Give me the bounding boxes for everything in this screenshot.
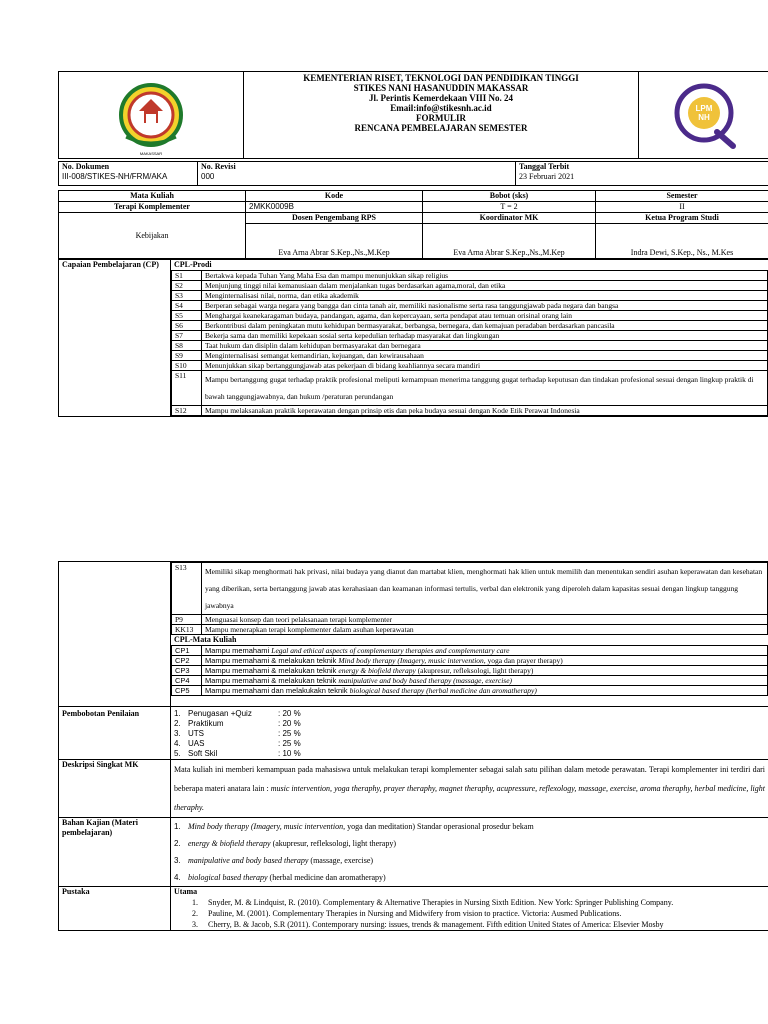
cpmk-text-em: energy & biofield therapy	[338, 666, 416, 675]
cpl-row	[172, 625, 768, 635]
pustaka-no: 1.	[192, 898, 198, 907]
bahan-no: 3.	[174, 856, 181, 865]
header-bobot: Bobot (sks)	[423, 191, 596, 202]
penilaian-name: UTS	[188, 729, 204, 738]
cpl-text: Menginternalisasi nilai, norma, dan etika akademik	[202, 291, 768, 301]
page-2-table	[58, 561, 768, 931]
cpl-prodi-continued	[171, 562, 768, 635]
cpl-code: S2	[172, 281, 202, 291]
deskripsi-text-1: Mata kuliah ini memberi kemampuan pada mahasiswa untuk melakukan terapi komplementer sebagai salah satu pilihan dalam metode perawatan.	[174, 765, 647, 774]
penilaian-item	[174, 739, 765, 749]
penilaian-value: : 10 %	[278, 749, 301, 758]
cpl-prodi-label: CPL-Prodi	[174, 260, 212, 269]
cpmk-text	[202, 646, 768, 656]
penilaian-name: Penugasan +Quiz	[188, 709, 252, 718]
penilaian-item	[174, 709, 765, 719]
bahan-em: Mind body therapy (Imagery, music intervention	[188, 822, 344, 831]
cpmk-row	[172, 676, 768, 686]
lpm-badge-icon	[669, 80, 739, 150]
deskripsi-topics: music intervention, yoga theraphy, prayer theraphy, magnet theraphy, acupressure, reflexology, massage, exercise, aroma theraphy, herbal medicine, light theraphy.	[174, 784, 766, 812]
tanggal-terbit-label: Tanggal Terbit	[519, 162, 570, 171]
penilaian-list	[174, 709, 765, 759]
badge-line-2: NH	[697, 113, 710, 122]
cpmk-text-pre: Mampu memahami & melakukan teknik	[205, 656, 339, 665]
cpmk-text-post: , yoga dan prayer therapy)	[483, 656, 563, 665]
bahan-item	[174, 869, 765, 886]
dosen-name: Eva Arna Abrar S.Kep.,Ns.,M.Kep	[246, 224, 423, 259]
cpmk-text-em: manipulative and body based therapy (massage, exercise)	[338, 676, 513, 685]
cpmk-table	[171, 645, 768, 696]
cpmk-code: CP1	[172, 646, 202, 656]
pustaka-list	[174, 897, 765, 930]
header-line: STIKES NANI HASANUDDIN MAKASSAR	[353, 83, 529, 93]
pustaka-label: Pustaka	[59, 887, 171, 931]
bahan-em: biological based therapy	[188, 873, 268, 882]
cpl-row	[172, 291, 768, 301]
cpl-code: S12	[172, 406, 202, 416]
cpmk-text	[202, 686, 768, 696]
cpl-code: S11	[172, 371, 202, 406]
cpl-row	[172, 563, 768, 615]
header-line: FORMULIR	[416, 113, 466, 123]
cpmk-text-em: biological based therapy (herbal medicine dan aromatherapy)	[349, 686, 537, 695]
cpmk-code: CP2	[172, 656, 202, 666]
header-title-cell	[244, 72, 639, 159]
cp-label: Capaian Pembelajaran (CP)	[59, 260, 171, 417]
deskripsi-text-2: Terapi komplementer ini terdiri dari beberapa materi anatara lain :	[174, 765, 766, 793]
header-line: Email:info@stikesnh.ac.id	[390, 103, 492, 113]
course-semester: II	[596, 202, 768, 213]
cpl-row	[172, 271, 768, 281]
bahan-kajian-list	[174, 818, 765, 886]
no-dokumen-value: III-008/STIKES-NH/FRM/AKA	[62, 172, 168, 181]
penilaian-no: 2.	[174, 719, 181, 728]
pustaka-item	[174, 897, 765, 908]
bahan-post: (akupresur, refleksologi, light therapy)	[270, 839, 396, 848]
document-meta	[58, 161, 768, 186]
cpl-code: KK13	[172, 625, 202, 635]
penilaian-no: 3.	[174, 729, 181, 738]
no-revisi-label: No. Revisi	[201, 162, 236, 171]
capaian-pembelajaran	[58, 259, 768, 417]
bahan-item	[174, 818, 765, 835]
cpl-text: Bertakwa kepada Tuhan Yang Maha Esa dan mampu menunjukkan sikap religius	[202, 271, 768, 281]
badge-line-1: LPM	[695, 104, 712, 113]
header-ketua: Ketua Program Studi	[596, 213, 768, 224]
bahan-item	[174, 852, 765, 869]
penilaian-name: Praktikum	[188, 719, 224, 728]
pustaka-item	[174, 919, 765, 930]
cpmk-row	[172, 646, 768, 656]
logo-caption: MAKASSAR	[139, 150, 163, 156]
koordinator-name: Eva Arna Abrar S.Kep.,Ns.,M.Kep	[423, 224, 596, 259]
deskripsi-label: Deskripsi Singkat MK	[59, 760, 171, 818]
cpl-row	[172, 371, 768, 406]
header-semester: Semester	[596, 191, 768, 202]
penilaian-label: Pembobotan Penilaian	[59, 707, 171, 760]
cpl-text: Mampu menerapkan terapi komplementer dalam asuhan keperawatan	[202, 625, 768, 635]
page-1	[58, 71, 768, 417]
bahan-em: energy & biofield therapy	[188, 839, 271, 848]
cpmk-text-em: Legal and ethical aspects of complementary therapies and complementary care	[271, 646, 510, 655]
course-credits: T = 2	[423, 202, 596, 213]
bahan-item	[174, 835, 765, 852]
penilaian-no: 4.	[174, 739, 181, 748]
page-2	[58, 561, 768, 931]
cpmk-code: CP4	[172, 676, 202, 686]
cpmk-text-pre: Mampu memahami dan melakukakn teknik	[205, 686, 350, 695]
cpl-row	[172, 321, 768, 331]
bahan-post: (herbal medicine dan aromatherapy)	[267, 873, 386, 882]
cpl-text: Taat hukum dan disiplin dalam kehidupan bermasyarakat dan bernegara	[202, 341, 768, 351]
header-mata-kuliah: Mata Kuliah	[59, 191, 246, 202]
cpl-row	[172, 311, 768, 321]
cpl-row	[172, 281, 768, 291]
bahan-em: manipulative and body based therapy	[188, 856, 309, 865]
cpl-row	[172, 351, 768, 361]
penilaian-value: : 20 %	[278, 719, 301, 728]
header-dosen: Dosen Pengembang RPS	[246, 213, 423, 224]
cpl-code: S5	[172, 311, 202, 321]
pustaka-item	[174, 908, 765, 919]
cpmk-row	[172, 656, 768, 666]
cpl-text: Berperan sebagai warga negara yang bangga dan cinta tanah air, memiliki nasionalisme serta rasa tanggungjawab pada negara dan bangsa	[202, 301, 768, 311]
header-line: Jl. Perintis Kemerdekaan VIII No. 24	[368, 93, 514, 103]
cpl-row	[172, 301, 768, 311]
header-koordinator: Koordinator MK	[423, 213, 596, 224]
cpl-text: Mampu melaksanakan praktik keperawatan dengan prinsip etis dan peka budaya sesuai dengan Kode Etik Perawat Indonesia	[202, 406, 768, 416]
cpmk-row	[172, 666, 768, 676]
penilaian-item	[174, 719, 765, 729]
cpl-text: Menjunjung tinggi nilai kemanusiaan dalam menjalankan tugas berdasarkan agama,moral, dan etika	[202, 281, 768, 291]
quality-badge-cell	[639, 72, 768, 159]
tanggal-terbit-value: 23 Februari 2021	[519, 172, 575, 181]
institution-logo-cell	[59, 72, 244, 159]
cpmk-text-post: (akupresur, refleksologi, light therapy)	[415, 666, 534, 675]
pustaka-no: 3.	[192, 920, 198, 929]
document-header	[58, 71, 768, 159]
cpmk-text-em: Mind body therapy (Imagery, music intervention	[338, 656, 484, 665]
cpmk-text-pre: Mampu memahami	[205, 646, 272, 655]
penilaian-no: 1.	[174, 709, 181, 718]
cpl-text: Mampu bertanggung gugat terhadap praktik profesional meliputi kemampuan menerima tanggung gugat terhadap keputusan dan tindakan profesional sesuai dengan lingkup praktik di bawah tanggungjawabnya, dan hukum /peraturan perundangan	[202, 371, 768, 406]
cpl-row	[172, 341, 768, 351]
cpl-text: Berkontribusi dalam peningkatan mutu kehidupan bermasyarakat, berbangsa, bernegara, dan kemajuan peradaban berdasarkan pancasila	[202, 321, 768, 331]
bahan-no: 1.	[174, 822, 181, 831]
penilaian-no: 5.	[174, 749, 181, 758]
cpl-row	[172, 331, 768, 341]
cpl-mk-label: CPL-Mata Kuliah	[174, 635, 237, 644]
pustaka-text: Snyder, M. & Lindquist, R. (2010). Complementary & Alternative Therapies in Nursing Sixth Edition. New York: Springer Publishing Company.	[208, 898, 674, 907]
cpmk-text-pre: Mampu memahami & melakukan teknik	[205, 676, 339, 685]
cpl-text: Bekerja sama dan memiliki kepekaan sosial serta kepedulian terhadap masyarakat dan lingkungan	[202, 331, 768, 341]
cpmk-code: CP5	[172, 686, 202, 696]
cpl-code: S6	[172, 321, 202, 331]
cpmk-row	[172, 686, 768, 696]
cpl-row	[172, 615, 768, 625]
header-kode: Kode	[246, 191, 423, 202]
cpl-text: Menunjukkan sikap bertanggungjawab atas pekerjaan di bidang keahliannya secara mandiri	[202, 361, 768, 371]
cpl-text: Menginternalisasi semangat kemandirian, kejuangan, dan kewirausahaan	[202, 351, 768, 361]
penilaian-name: UAS	[188, 739, 205, 748]
pustaka-text: Pauline, M. (2001). Complementary Therapies in Nursing and Midwifery from vision to practice. Victoria: Ausmed Publications.	[208, 909, 622, 918]
bahan-no: 2.	[174, 839, 181, 848]
bahan-post: (massage, exercise)	[308, 856, 374, 865]
cpl-row	[172, 361, 768, 371]
penilaian-item	[174, 749, 765, 759]
cpl-code: P9	[172, 615, 202, 625]
cpmk-text	[202, 666, 768, 676]
cpmk-code: CP3	[172, 666, 202, 676]
header-line: RENCANA PEMBELAJARAN SEMESTER	[354, 123, 528, 133]
cpl-text: Menguasai konsep dan teori pelaksanaan terapi komplementer	[202, 615, 768, 625]
penilaian-value: : 20 %	[278, 709, 301, 718]
cpl-code: S3	[172, 291, 202, 301]
kebijakan-label: Kebijakan	[59, 213, 246, 259]
cpl-code: S10	[172, 361, 202, 371]
course-info	[58, 190, 768, 259]
cpl-text: Memiliki sikap menghormati hak privasi, nilai budaya yang dianut dan martabat klien, menghormati hak klien untuk memilih dan menentukan sendiri asuhan keperawatan dan kesehatan yang diberikan, serta bertanggung jawab atas kerahasiaan dan keamanan informasi tertulis, verbal dan elektronik yang diperoleh dalam kapasitas sesuai dengan lingkup tanggung jawabnya	[202, 563, 768, 615]
cpl-code: S8	[172, 341, 202, 351]
cpl-code: S13	[172, 563, 202, 615]
penilaian-name: Soft Skil	[188, 749, 218, 758]
ketua-name: Indra Dewi, S.Kep., Ns., M.Kes	[596, 224, 768, 259]
cpl-code: S9	[172, 351, 202, 361]
bahan-post: , yoga dan meditation) Standar operasional prosedur bekam	[343, 822, 534, 831]
cpl-code: S1	[172, 271, 202, 281]
cpl-prodi-table	[171, 270, 768, 416]
cpl-code: S4	[172, 301, 202, 311]
course-code: 2MKK0009B	[246, 202, 423, 213]
institution-logo	[106, 81, 196, 151]
bahan-no: 4.	[174, 873, 181, 882]
pustaka-utama-label: Utama	[174, 887, 198, 896]
penilaian-item	[174, 729, 765, 739]
course-name: Terapi Komplementer	[59, 202, 246, 213]
no-revisi-value: 000	[201, 172, 215, 181]
pustaka-text: Cherry, B. & Jacob, S.R (2011). Contemporary nursing: issues, trends & management. Fifth edition United States of America: Elsevier Mosby	[208, 920, 664, 929]
cpmk-text	[202, 676, 768, 686]
penilaian-value: : 25 %	[278, 729, 301, 738]
header-line: KEMENTERIAN RISET, TEKNOLOGI DAN PENDIDIKAN TINGGI	[303, 73, 579, 83]
cpmk-text-pre: Mampu memahami & melakukan teknik	[205, 666, 339, 675]
cpl-code: S7	[172, 331, 202, 341]
pustaka-no: 2.	[192, 909, 198, 918]
cpl-row	[172, 406, 768, 416]
penilaian-value: : 25 %	[278, 739, 301, 748]
no-dokumen-label: No. Dokumen	[62, 162, 110, 171]
cpmk-text	[202, 656, 768, 666]
cpl-text: Menghargai keanekaragaman budaya, pandangan, agama, dan kepercayaan, serta pendapat atau temuan orisinal orang lain	[202, 311, 768, 321]
bahan-kajian-label: Bahan Kajian (Materi pembelajaran)	[59, 818, 171, 887]
